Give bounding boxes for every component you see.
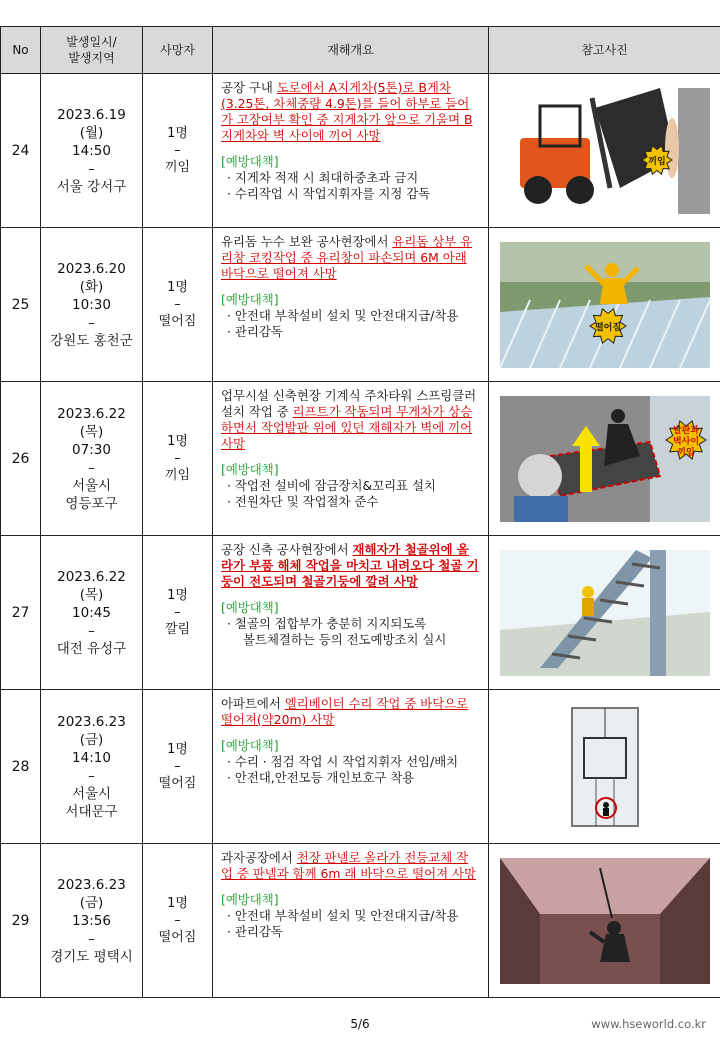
- photo-cell: [489, 382, 720, 536]
- separator-dash: –: [174, 451, 181, 466]
- separator-dash: –: [88, 314, 95, 331]
- overview-cell: [213, 382, 489, 536]
- accident-time: 07:30: [72, 441, 111, 458]
- accident-time: 14:50: [72, 142, 111, 159]
- prevention-item: · 안전대 부착설비 설치 및 안전대지급/착용: [227, 308, 459, 323]
- accident-weekday: (금): [79, 894, 104, 911]
- separator-dash: –: [88, 160, 95, 177]
- row-number: 27: [1, 536, 41, 690]
- region-line: 서울시: [71, 477, 112, 494]
- date-region-cell: [41, 690, 143, 844]
- accident-type: 깔림: [164, 622, 191, 637]
- accident-type: 떨어짐: [158, 314, 197, 329]
- description-text: 업무시설 신축현장 기계식 주차타워 스프링클러 설치 작업 중: [221, 388, 477, 419]
- header-photo: 참고사진: [489, 27, 720, 74]
- accident-type: 떨어짐: [158, 930, 197, 945]
- accident-date: 2023.6.22: [57, 405, 126, 422]
- region-line: 영등포구: [65, 495, 118, 512]
- death-count: 1명: [167, 280, 188, 295]
- table-row: [1, 228, 720, 382]
- accident-region: [41, 332, 142, 350]
- accident-description: [221, 80, 480, 144]
- prevention-item: · 안전대 부착설비 설치 및 안전대지급/착용: [227, 908, 459, 923]
- label-text: 발판과: [672, 425, 699, 436]
- photo-cell: [489, 844, 720, 998]
- prevention-item: 볼트체결하는 등의 전도예방조치 실시: [243, 632, 447, 647]
- reference-photo: [500, 704, 710, 830]
- table-header-row: [1, 27, 720, 74]
- accident-region: [41, 178, 142, 196]
- description-highlight: 천장 판넬로 올라가 전등교체 작업 중 판넬과 함께 6m 래 바닥으로 떨어져 사망: [221, 850, 476, 881]
- header-overview: 재해개요: [213, 27, 489, 74]
- death-count: 1명: [167, 742, 188, 757]
- prevention-title: [예방대책]: [221, 292, 279, 307]
- accident-date: 2023.6.23: [57, 713, 126, 730]
- overview-cell: [213, 228, 489, 382]
- prevention-item: · 지게차 적재 시 최대하중초과 금지: [227, 170, 419, 185]
- region-line: 서대문구: [65, 803, 118, 820]
- prevention-title: [예방대책]: [221, 738, 279, 753]
- death-count: 1명: [167, 126, 188, 141]
- accident-type: 끼임: [164, 160, 191, 175]
- description-text: 아파트에서: [221, 696, 285, 711]
- accident-date: 2023.6.22: [57, 568, 126, 585]
- separator-dash: –: [88, 930, 95, 947]
- prevention-item: · 작업전 설비에 잠금장치&꼬리표 설치: [227, 478, 436, 493]
- date-region-cell: [41, 74, 143, 228]
- date-region-cell: [41, 228, 143, 382]
- accident-type: 떨어짐: [158, 776, 197, 791]
- victim-cell: [143, 844, 213, 998]
- prevention-list: [221, 478, 480, 510]
- description-text: 유리돔 누수 보완 공사현장에서: [221, 234, 393, 249]
- accident-weekday: (월): [79, 124, 104, 141]
- separator-dash: –: [174, 297, 181, 312]
- region-line: 서울시: [71, 785, 112, 802]
- region-line: 서울 강서구: [56, 178, 127, 195]
- prevention-list: [221, 308, 480, 340]
- accident-region: [41, 640, 142, 658]
- prevention-list: [221, 754, 480, 786]
- prevention-title: [예방대책]: [221, 154, 279, 169]
- prevention-item: · 철골의 접합부가 충분히 지지되도록: [227, 616, 427, 631]
- accident-region: [41, 785, 142, 821]
- prevention-list: [221, 170, 480, 202]
- separator-dash: –: [174, 913, 181, 928]
- description-text: 공장 신축 공사현장에서: [221, 542, 353, 557]
- label-text: 끼임: [676, 447, 695, 458]
- description-highlight: 재해자가 철골위에 올라가 부품 해체 작업을 마치고 내려오다 철골 기둥이 전도되며 철골기둥에 깔려 사망: [221, 542, 479, 589]
- description-highlight: 도로에서 A지게차(5톤)로 B게차(3.25톤, 차체중량 4.9톤)를 들어 하부로 들어가 고장여부 확인 중 지게차가 앞으로 기울며 B지게차와 벽 사이에 끼어 사망: [221, 80, 473, 143]
- page-number: 5/6: [350, 1017, 370, 1031]
- separator-dash: –: [174, 143, 181, 158]
- accident-time: 13:56: [72, 912, 111, 929]
- region-line: 경기도 평택시: [50, 948, 133, 965]
- prevention-list: [221, 616, 480, 648]
- date-region-cell: [41, 382, 143, 536]
- separator-dash: –: [88, 767, 95, 784]
- description-text: 공장 구내: [221, 80, 277, 95]
- photo-cell: [489, 74, 720, 228]
- overview-cell: [213, 536, 489, 690]
- separator-dash: –: [88, 622, 95, 639]
- victim-cell: [143, 382, 213, 536]
- accident-type: 끼임: [164, 468, 191, 483]
- prevention-list: [221, 908, 480, 940]
- accident-time: 10:45: [72, 604, 111, 621]
- prevention-item: · 수리작업 시 작업지휘자를 지정 감독: [227, 186, 431, 201]
- table-row: [1, 382, 720, 536]
- victim-cell: [143, 228, 213, 382]
- description-highlight: 리프트가 작동되며 무게차가 상승하면서 작업발판 위에 있던 재해자가 벽에 끼어 사망: [221, 404, 473, 451]
- accident-date: 2023.6.20: [57, 260, 126, 277]
- accident-date: 2023.6.23: [57, 876, 126, 893]
- reference-photo: [500, 88, 710, 214]
- header-deaths: 사망자: [143, 27, 213, 74]
- prevention-item: · 전원차단 및 작업절차 준수: [227, 494, 379, 509]
- site-url: www.hseworld.co.kr: [591, 1017, 706, 1031]
- death-count: 1명: [167, 588, 188, 603]
- accident-description: [221, 542, 480, 590]
- accident-region: [41, 477, 142, 513]
- label-text: 끼임: [647, 156, 666, 167]
- accident-date: 2023.6.19: [57, 106, 126, 123]
- row-number: 24: [1, 74, 41, 228]
- prevention-title: [예방대책]: [221, 600, 279, 615]
- accident-description: [221, 850, 480, 882]
- victim-cell: [143, 690, 213, 844]
- reference-photo: [500, 242, 710, 368]
- table-row: [1, 74, 720, 228]
- accident-weekday: (금): [79, 731, 104, 748]
- accident-time: 14:10: [72, 749, 111, 766]
- description-text: 과자공장에서: [221, 850, 297, 865]
- label-text: 벽사이: [672, 436, 699, 447]
- row-number: 25: [1, 228, 41, 382]
- region-line: 강원도 홍천군: [50, 332, 133, 349]
- victim-cell: [143, 536, 213, 690]
- header-date-region: 발생일시/ 발생지역: [41, 27, 143, 74]
- separator-dash: –: [88, 459, 95, 476]
- row-number: 29: [1, 844, 41, 998]
- date-region-cell: [41, 844, 143, 998]
- accident-weekday: (목): [79, 423, 104, 440]
- photo-cell: [489, 536, 720, 690]
- photo-cell: [489, 690, 720, 844]
- prevention-item: · 관리감독: [227, 924, 283, 939]
- accident-weekday: (화): [79, 278, 104, 295]
- prevention-item: · 관리감독: [227, 324, 283, 339]
- accident-table: [0, 26, 720, 998]
- reference-photo: [500, 396, 710, 522]
- table-row: [1, 690, 720, 844]
- label-text: 떨어짐: [594, 322, 621, 333]
- overview-cell: [213, 844, 489, 998]
- row-number: 26: [1, 382, 41, 536]
- reference-photo: [500, 550, 710, 676]
- table-row: [1, 536, 720, 690]
- separator-dash: –: [174, 605, 181, 620]
- region-line: 대전 유성구: [56, 640, 127, 657]
- date-region-cell: [41, 536, 143, 690]
- prevention-title: [예방대책]: [221, 462, 279, 477]
- header-no: No: [1, 27, 41, 74]
- accident-description: [221, 388, 480, 452]
- accident-time: 10:30: [72, 296, 111, 313]
- prevention-item: · 안전대,안전모등 개인보호구 착용: [227, 770, 415, 785]
- photo-cell: [489, 228, 720, 382]
- death-count: 1명: [167, 896, 188, 911]
- accident-region: [41, 948, 142, 966]
- prevention-item: · 수리 · 점검 작업 시 작업지휘자 선임/배치: [227, 754, 459, 769]
- description-highlight: 유리돔 상부 유리창 코킹작업 중 유리창이 파손되며 6M 아래 바닥으로 떨어져 사망: [221, 234, 473, 281]
- accident-weekday: (목): [79, 586, 104, 603]
- overview-cell: [213, 690, 489, 844]
- accident-description: [221, 234, 480, 282]
- description-highlight: 엘리베이터 수리 작업 중 바닥으로 떨어져(약20m) 사망: [221, 696, 469, 727]
- victim-cell: [143, 74, 213, 228]
- overview-cell: [213, 74, 489, 228]
- prevention-title: [예방대책]: [221, 892, 279, 907]
- separator-dash: –: [174, 759, 181, 774]
- reference-photo: [500, 858, 710, 984]
- table-row: [1, 844, 720, 998]
- accident-description: [221, 696, 480, 728]
- death-count: 1명: [167, 434, 188, 449]
- row-number: 28: [1, 690, 41, 844]
